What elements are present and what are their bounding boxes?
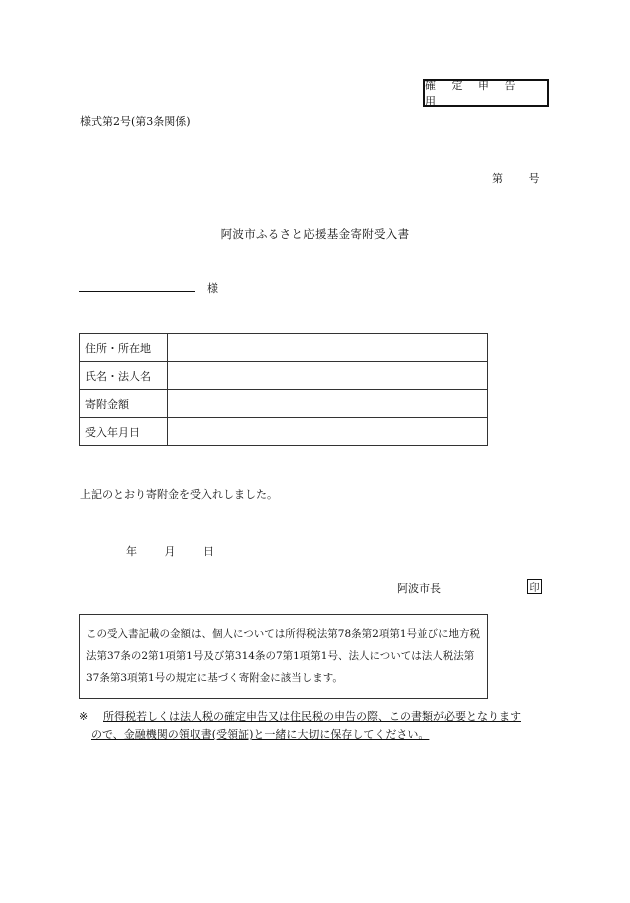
table-row (80, 418, 488, 446)
donation-info-table (79, 333, 488, 446)
table-row (80, 390, 488, 418)
usage-stamp: 確 定 申 告 用 (423, 79, 549, 107)
addressee-suffix: 様 (207, 282, 218, 295)
receipt-statement: 上記のとおり寄附金を受入れしました。 (80, 488, 278, 501)
address-field[interactable] (168, 334, 488, 362)
address-label: 住所・所在地 (80, 334, 168, 362)
footnote (79, 708, 559, 744)
tax-notice-text: この受入書記載の金額は、個人については所得税法第78条第2項第1号並びに地方税法第37条の2第1項第1号及び第314条の7第1項第1号、法人については法人税法第37条第3項第1号の規定に基づく寄附金に該当します。 (86, 628, 481, 684)
receipt-date-label: 受入年月日 (80, 418, 168, 446)
table-row (80, 362, 488, 390)
name-field[interactable] (168, 362, 488, 390)
document-title: 阿波市ふるさと応援基金寄附受入書 (220, 227, 410, 241)
issue-date: 年 月 日 (126, 545, 214, 558)
addressee-name-line[interactable] (79, 291, 195, 292)
amount-field[interactable] (168, 390, 488, 418)
issuer-name: 阿波市長 (397, 582, 441, 595)
tax-notice-box (79, 614, 488, 699)
form-number: 様式第2号(第3条関係) (80, 115, 191, 128)
footnote-line-1: 所得税若しくは法人税の確定申告又は住民税の申告の際、この書類が必要となります (103, 710, 521, 723)
footnote-line-2: ので、金融機関の領収書(受領証)と一緒に大切に保存してください。 (91, 728, 430, 741)
receipt-date-field[interactable] (168, 418, 488, 446)
seal-mark: 印 (527, 579, 542, 594)
amount-label: 寄附金額 (80, 390, 168, 418)
name-label: 氏名・法人名 (80, 362, 168, 390)
document-number: 第 号 (492, 172, 540, 185)
footnote-mark: ※ (79, 710, 89, 723)
table-row (80, 334, 488, 362)
